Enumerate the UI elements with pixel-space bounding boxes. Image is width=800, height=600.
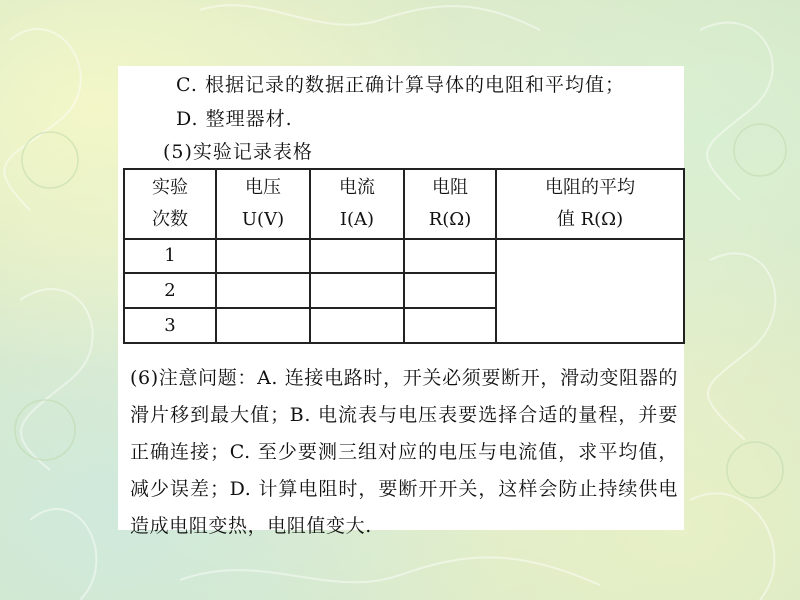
table-row: [124, 239, 684, 274]
current-cell: [310, 273, 404, 308]
section6-notes: (6)注意问题：A. 连接电路时，开关必须要断开，滑动变阻器的滑片移到最大值；B. 电流表与电压表要选择合适的量程，并要正确连接；C. 至少要测三组对应的电压与电流值，求平均值，减少误差；D. 计算电阻时，要断开开关，这样会防止持续供电造成电阻变热，电阻值变大.: [130, 367, 678, 537]
trial-number-cell: 2: [124, 273, 216, 308]
header-average-resistance: 电阻的平均 值 R(Ω): [496, 169, 684, 239]
header-current: 电流 I(A): [310, 169, 404, 239]
experiment-record-table: [123, 168, 685, 344]
resistance-cell: [404, 273, 496, 308]
section5-title: (5)实验记录表格: [163, 141, 313, 163]
current-cell: [310, 239, 404, 274]
step-d-text: D. 整理器材.: [176, 108, 293, 130]
header-resistance: 电阻 R(Ω): [404, 169, 496, 239]
resistance-cell: [404, 308, 496, 343]
voltage-cell: [216, 273, 310, 308]
current-cell: [310, 308, 404, 343]
step-c-text: C. 根据记录的数据正确计算导体的电阻和平均值；: [176, 74, 625, 96]
voltage-cell: [216, 239, 310, 274]
average-resistance-cell: [496, 239, 684, 343]
trial-number-cell: 1: [124, 239, 216, 274]
header-voltage: 电压 U(V): [216, 169, 310, 239]
voltage-cell: [216, 308, 310, 343]
header-trial-count: 实验 次数: [124, 169, 216, 239]
trial-number-cell: 3: [124, 308, 216, 343]
resistance-cell: [404, 239, 496, 274]
table-header-row: [124, 169, 684, 239]
